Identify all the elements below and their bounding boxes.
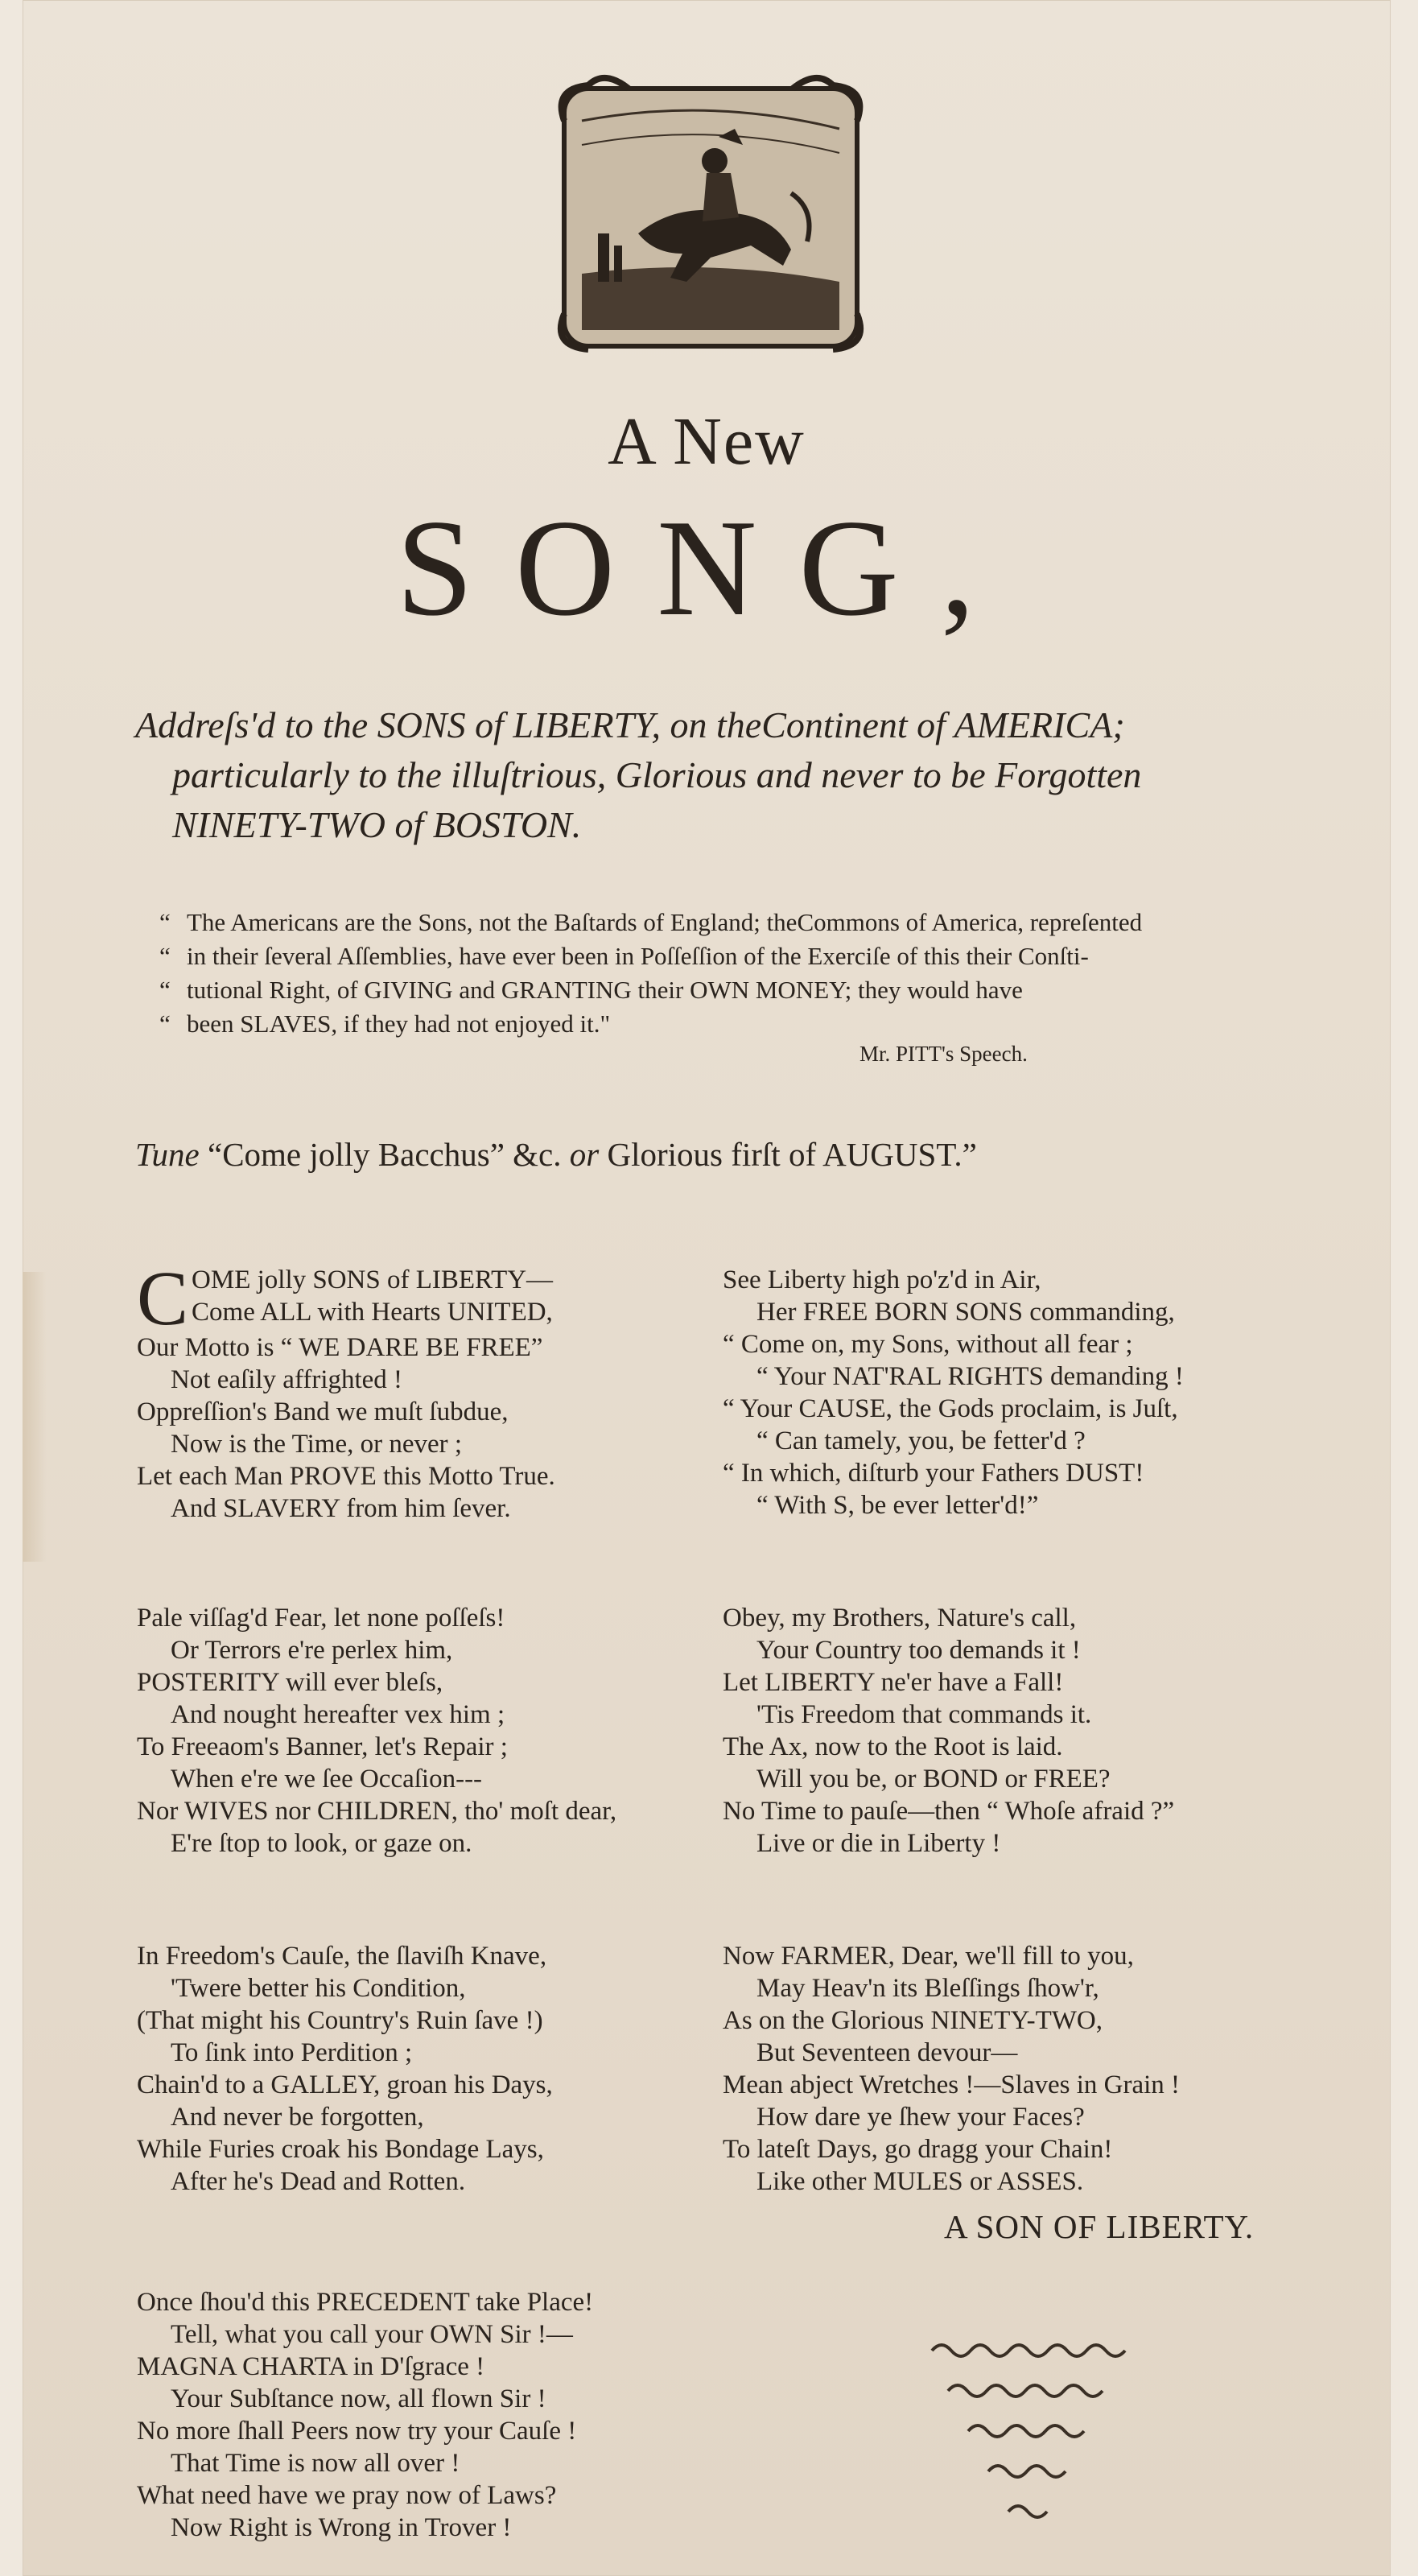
paper-stain <box>23 1272 47 1562</box>
tune-or: or <box>569 1136 600 1173</box>
verse-line: Nor WIVES nor CHILDREN, tho' moſt dear, <box>137 1797 617 1826</box>
address-block <box>135 700 1342 850</box>
verse-line: Mean abject Wretches !—Slaves in Grain ! <box>723 2070 1181 2099</box>
verse-line: Will you be, or BOND or FREE? <box>756 1765 1111 1794</box>
verse-line: Come ALL with Hearts UNITED, <box>192 1298 553 1327</box>
quote-line: “ tutional Right, of GIVING and GRANTING their OWN MONEY; they would have <box>159 973 1350 1007</box>
verse-line: Pale viſſag'd Fear, let none poſſeſs! <box>137 1604 505 1633</box>
quote-mark: “ <box>159 908 171 936</box>
verse-line: “ Come on, my Sons, without all fear ; <box>723 1330 1133 1359</box>
verse-line: “ Your CAUSE, the Gods proclaim, is Juſt, <box>723 1394 1178 1423</box>
verse-line: Chain'd to a GALLEY, groan his Days, <box>137 2070 553 2099</box>
verse-line: The Ax, now to the Root is laid. <box>723 1732 1063 1761</box>
verse-line: But Seventeen devour— <box>756 2038 1018 2067</box>
verse-line: Live or die in Liberty ! <box>756 1829 1001 1858</box>
stanza-4 <box>723 1602 1174 1860</box>
verse-line: While Furies croak his Bondage Lays, <box>137 2135 544 2164</box>
verse-line: Your Country too demands it ! <box>756 1636 1081 1665</box>
verse-line: How dare ye ſhew your Faces? <box>756 2103 1085 2132</box>
quote-mark: “ <box>159 1009 171 1038</box>
quote-line: “ been SLAVES, if they had not enjoyed it." <box>159 1007 1350 1041</box>
verse-line: In Freedom's Cauſe, the ſlaviſh Knave, <box>137 1942 547 1971</box>
stanza-3 <box>137 1602 616 1860</box>
verse-line: No Time to pauſe—then “ Whoſe afraid ?” <box>723 1797 1175 1826</box>
verse-line: Like other MULES or ASSES. <box>756 2167 1084 2196</box>
verse-line: (That might his Country's Ruin ſave !) <box>137 2006 543 2035</box>
quote-line: “ The Americans are the Sons, not the Baſtards of England; theCommons of America, repreſented <box>159 906 1350 939</box>
verse-line: “ With S, be ever letter'd!” <box>756 1491 1039 1520</box>
quote-mark: “ <box>159 976 171 1004</box>
typographic-ornament-icon <box>924 2334 1133 2544</box>
verse-line: OME jolly SONS of LIBERTY— <box>192 1265 554 1294</box>
tune-text-2: Glorious firſt of AUGUST.” <box>607 1136 977 1173</box>
stanza-7 <box>137 2286 593 2544</box>
verse-line: And nought hereafter vex him ; <box>171 1700 505 1729</box>
stanza-1 <box>137 1255 555 1525</box>
verse-line: Her FREE BORN SONS commanding, <box>756 1298 1175 1327</box>
verse-line: “ Can tamely, you, be fetter'd ? <box>756 1426 1086 1455</box>
verse-line: “ Your NAT'RAL RIGHTS demanding ! <box>756 1362 1184 1391</box>
verse-line: POSTERITY will ever bleſs, <box>137 1668 443 1697</box>
verse-line: After he's Dead and Rotten. <box>171 2167 466 2196</box>
verse-line: Your Subſtance now, all flown Sir ! <box>171 2384 546 2413</box>
verse-line: Oppreſſion's Band we muſt ſubdue, <box>137 1397 509 1426</box>
signature: A SON OF LIBERTY. <box>944 2208 1255 2245</box>
quote-line: “ in their ſeveral Aſſemblies, have ever been in Poſſeſſion of the Exerciſe of this their Conſti- <box>159 939 1350 973</box>
verse-line: May Heav'n its Bleſſings ſhow'r, <box>756 1974 1099 2003</box>
verse-line: Once ſhou'd this PRECEDENT take Place! <box>137 2288 594 2317</box>
stanza-2 <box>723 1264 1184 1521</box>
verse-line: “ In which, diſturb your Fathers DUST! <box>723 1459 1144 1488</box>
verse-line: Now FARMER, Dear, we'll fill to you, <box>723 1942 1134 1971</box>
address-line: NINETY-TWO of BOSTON. <box>172 804 582 845</box>
tune-line <box>135 1135 977 1174</box>
verse-line: See Liberty high po'z'd in Air, <box>723 1265 1041 1294</box>
address-line: Addreſs'd to the SONS of LIBERTY, on theContinent of AMERICA; <box>135 704 1125 745</box>
verse-line: As on the Glorious NINETY-TWO, <box>723 2006 1103 2035</box>
verse-line: Our Motto is “ WE DARE BE FREE” <box>137 1333 543 1362</box>
drop-cap: C <box>137 1255 189 1341</box>
verse-line: No more ſhall Peers now try your Cauſe ! <box>137 2417 577 2446</box>
verse-line: Let each Man PROVE this Motto True. <box>137 1462 555 1491</box>
verse-line: To lateſt Days, go dragg your Chain! <box>723 2135 1113 2164</box>
verse-line: And SLAVERY from him ſever. <box>171 1494 511 1523</box>
verse-line: 'Twere better his Condition, <box>171 1974 466 2003</box>
tune-text: “Come jolly Bacchus” &c. <box>208 1136 562 1173</box>
verse-line: Now Right is Wrong in Trover ! <box>171 2513 512 2542</box>
verse-line: What need have we pray now of Laws? <box>137 2481 557 2510</box>
verse-line: Tell, what you call your OWN Sir !— <box>171 2320 573 2349</box>
heading-song: SONG, <box>396 492 1017 645</box>
pitt-quote <box>159 906 1350 1041</box>
heading-a-new: A New <box>608 404 806 479</box>
verse-line: When e're we ſee Occaſion--- <box>171 1765 483 1794</box>
verse-line: 'Tis Freedom that commands it. <box>756 1700 1092 1729</box>
quote-mark: “ <box>159 942 171 970</box>
address-line: particularly to the illuſtrious, Glorious and never to be Forgotten <box>172 754 1142 795</box>
stanza-6 <box>723 1940 1180 2198</box>
verse-line: MAGNA CHARTA in D'ſgrace ! <box>137 2352 485 2381</box>
verse-line: Or Terrors e're perlex him, <box>171 1636 453 1665</box>
verse-line: Let LIBERTY ne'er have a Fall! <box>723 1668 1064 1697</box>
verse-line: And never be forgotten, <box>171 2103 424 2132</box>
verse-line: E're ſtop to look, or gaze on. <box>171 1829 472 1858</box>
tune-label: Tune <box>135 1136 200 1173</box>
woodcut-horseman-illustration <box>550 72 872 362</box>
verse-line: To Freeaom's Banner, let's Repair ; <box>137 1732 508 1761</box>
stanza-5 <box>137 1940 553 2198</box>
verse-line: Not eaſily affrighted ! <box>171 1365 403 1394</box>
verse-line: That Time is now all over ! <box>171 2449 460 2478</box>
broadside-sheet <box>23 0 1391 2576</box>
verse-line: Now is the Time, or never ; <box>171 1430 463 1459</box>
verse-line: To ſink into Perdition ; <box>171 2038 413 2067</box>
quote-attribution: Mr. PITT's Speech. <box>859 1042 1028 1066</box>
verse-line: Obey, my Brothers, Nature's call, <box>723 1604 1077 1633</box>
